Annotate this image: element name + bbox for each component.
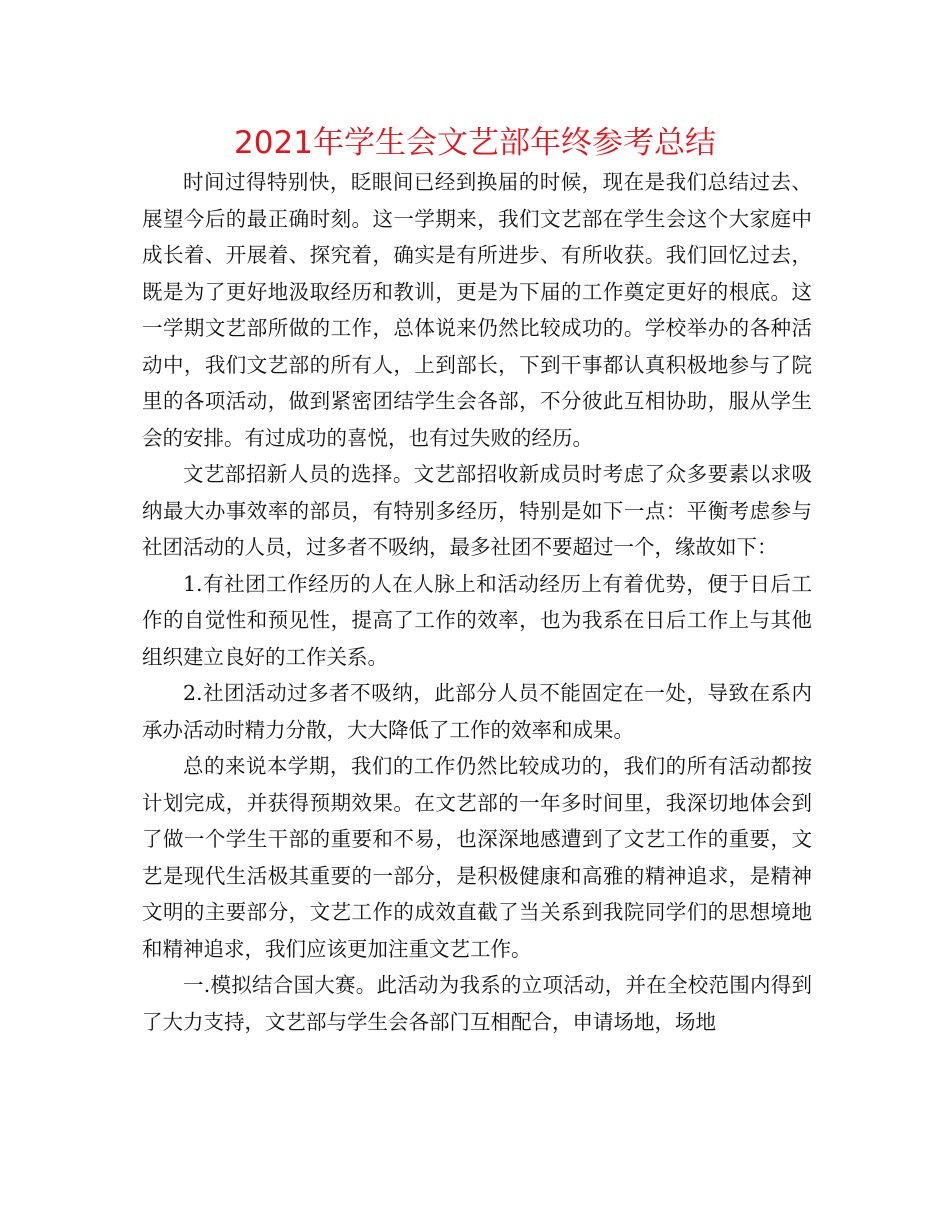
- paragraph-reason-2: 2.社团活动过多者不吸纳，此部分人员不能固定在一处，导致在系内承办活动时精力分散，大大降低了工作的效率和成果。: [142, 681, 812, 742]
- document-body: [142, 164, 812, 1040]
- paragraph-recruitment: 文艺部招新人员的选择。文艺部招收新成员时考虑了众多要素以求吸纳最大办事效率的部员，有特别多经历，特别是如下一点：平衡考虑参与社团活动的人员，过多者不吸纳，最多社团不要超过一个，缘故如下：: [142, 462, 812, 559]
- paragraph-activity-1: 一.模拟结合国大赛。此活动为我系的立项活动，并在全校范围内得到了大力支持，文艺部与学生会各部门互相配合，申请场地，场地: [142, 973, 812, 1034]
- paragraph-intro: 时间过得特别快，眨眼间已经到换届的时候，现在是我们总结过去、展望今后的最正确时刻。这一学期来，我们文艺部在学生会这个大家庭中成长着、开展着、探究着，确实是有所进步、有所收获。我们回忆过去，既是为了更好地汲取经历和教训，更是为下届的工作奠定更好的根底。这一学期文艺部所做的工作，总体说来仍然比较成功的。学校举办的各种活动中，我们文艺部的所有人，上到部长，下到干事都认真积极地参与了院里的各项活动，做到紧密团结学生会各部，不分彼此互相协助，服从学生会的安排。有过成功的喜悦，也有过失败的经历。: [142, 170, 812, 450]
- document-title: 2021年学生会文艺部年终参考总结: [234, 125, 716, 161]
- paragraph-summary: 总的来说本学期，我们的工作仍然比较成功的，我们的所有活动都按计划完成，并获得预期效果。在文艺部的一年多时间里，我深切地体会到了做一个学生干部的重要和不易，也深深地感遭到了文艺工作的重要，文艺是现代生活极其重要的一部分，是积极健康和高雅的精神追求，是精神文明的主要部分，文艺工作的成效直截了当关系到我院同学们的思想境地和精神追求，我们应该更加注重文艺工作。: [142, 754, 812, 961]
- paragraph-reason-1: 1.有社团工作经历的人在人脉上和活动经历上有着优势，便于日后工作的自觉性和预见性，提高了工作的效率，也为我系在日后工作上与其他组织建立良好的工作关系。: [142, 571, 812, 669]
